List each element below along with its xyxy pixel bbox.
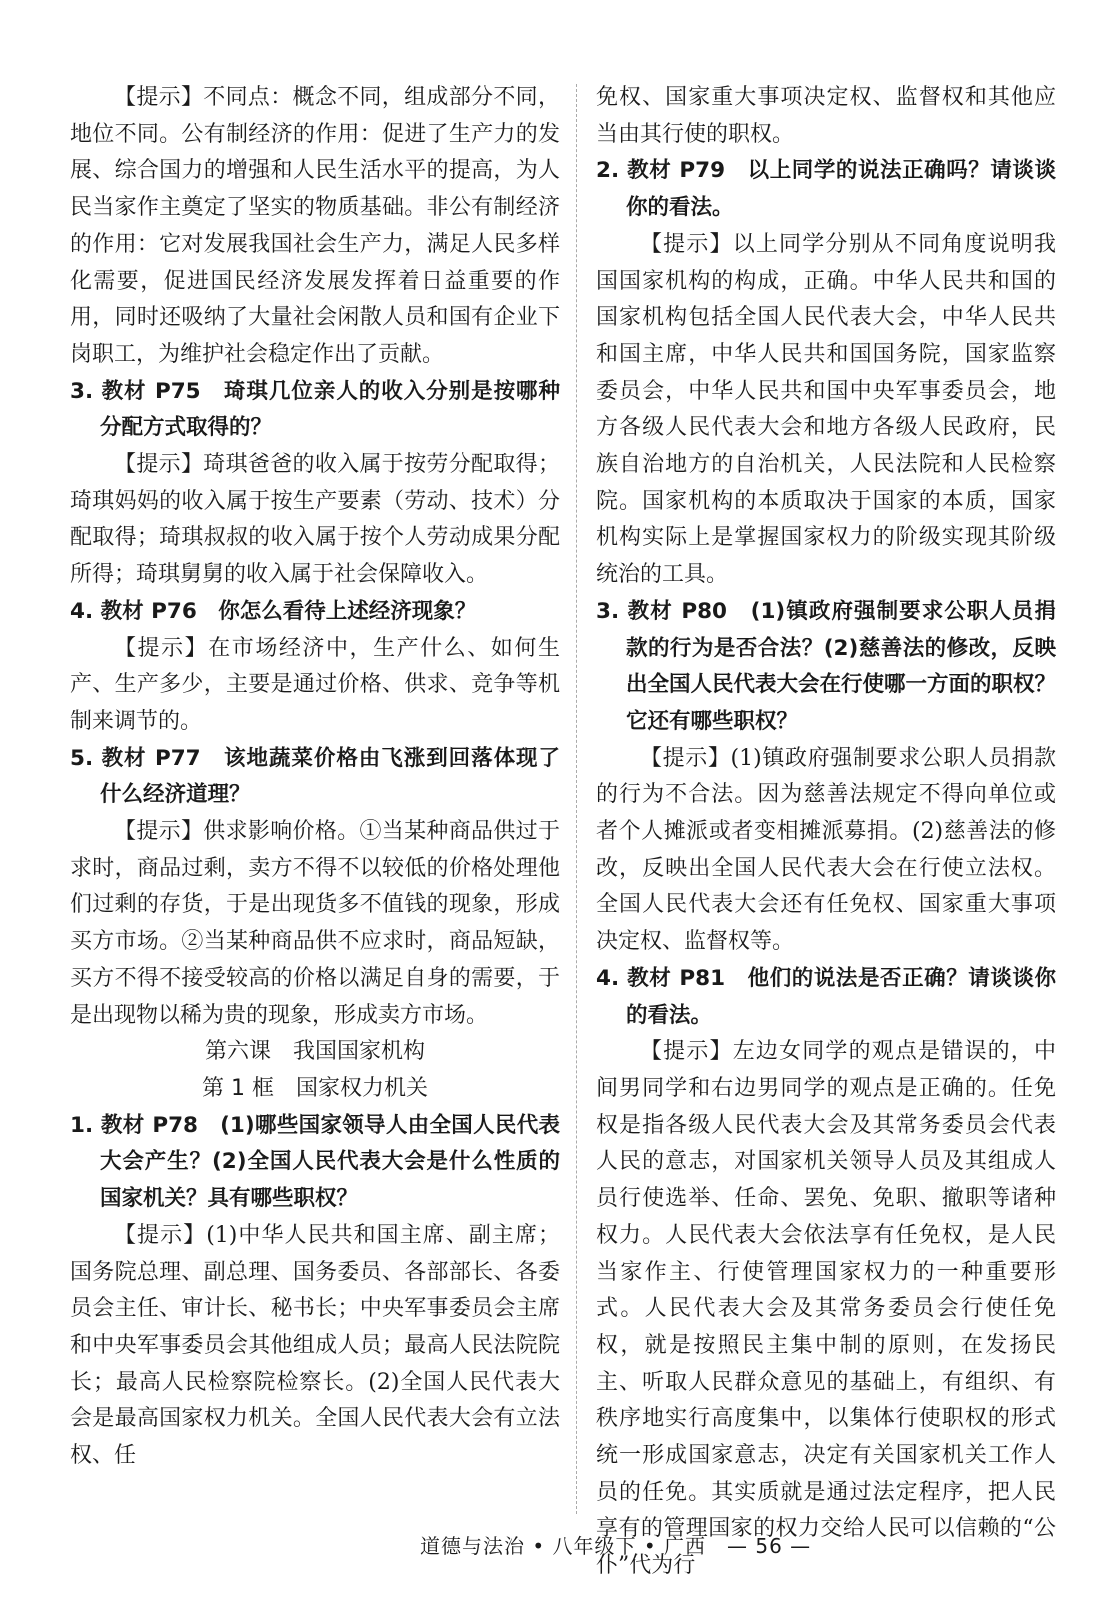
hint-text: 琦琪爸爸的收入属于按劳分配取得；琦琪妈妈的收入属于按生产要素（劳动、技术）分配取得；琦琪叔叔的收入属于按个人劳动成果分配所得；琦琪舅舅的收入属于社会保障收入。: [70, 452, 560, 588]
hint-paragraph: [70, 631, 560, 741]
question: 1. 教材 P78 (1)哪些国家领导人由全国人民代表大会产生？(2)全国人民代表大会是什么性质的国家机关？具有哪些职权？: [70, 1112, 560, 1212]
hint-paragraph: [596, 741, 1056, 961]
paragraph: 免权、国家重大事项决定权、监督权和其他应当由其行使的职权。: [596, 85, 1056, 147]
column-divider: [576, 84, 577, 1514]
hint-paragraph: [70, 1218, 560, 1475]
hint-tag: 【提示】: [114, 85, 204, 110]
hint-tag: 【提示】: [114, 1222, 207, 1248]
hint-text: 供求影响价格。①当某种商品供过于求时，商品过剩，卖方不得不以较低的价格处理他们过剩的存货，于是出现货多不值钱的现象，形成买方市场。②当某种商品供不应求时，商品短缺，买方不得不接受较高的价格以满足自身的需要，于是出现物以稀为贵的现象，形成卖方市场。: [70, 819, 560, 1028]
hint-paragraph: [596, 1034, 1056, 1585]
hint-tag: 【提示】: [114, 452, 204, 478]
hint-text: 以上同学分别从不同角度说明我国国家机构的构成，正确。中华人民共和国的国家机构包括全国人民代表大会，中华人民共和国主席，中华人民共和国国务院，国家监察委员会，中华人民共和国中央军事委员会，地方各级人民代表大会和地方各级人民政府，民族自治地方的自治机关，人民法院和人民检察院。国家机构的本质取决于国家的本质，国家机构实际上是掌握国家权力的阶级实现其阶级统治的工具。: [596, 231, 1056, 588]
question: 3. 教材 P75 琦琪几位亲人的收入分别是按哪种分配方式取得的？: [70, 378, 560, 441]
hint-text: (1)镇政府强制要求公职人员捐款的行为不合法。因为慈善法规定不得向单位或者个人摊派或者变相摊派募捐。(2)慈善法的修改，反映出全国人民代表大会在行使立法权。全国人民代表大会还有任免权、国家重大事项决定权、监督权等。: [596, 745, 1056, 955]
hint-tag: 【提示】: [114, 635, 209, 661]
hint-text: 在市场经济中，生产什么、如何生产、生产多少，主要是通过价格、供求、竞争等机制来调节的。: [70, 635, 560, 734]
hint-paragraph: [70, 447, 560, 594]
question: 4. 教材 P81 他们的说法是否正确？请谈谈你的看法。: [596, 965, 1056, 1028]
left-column: [70, 80, 560, 1475]
page-footer: 道德与法治 • 八年级下 • 广西 — 56 —: [420, 1534, 812, 1558]
question: 5. 教材 P77 该地蔬菜价格由飞涨到回落体现了什么经济道理？: [70, 745, 560, 808]
question: 4. 教材 P76 你怎么看待上述经济现象？: [70, 598, 477, 624]
question: 3. 教材 P80 (1)镇政府强制要求公职人员捐款的行为是否合法？(2)慈善法的修改，反映出全国人民代表大会在行使哪一方面的职权？它还有哪些职权？: [596, 598, 1057, 734]
hint-text: 不同点：概念不同，组成部分不同，地位不同。公有制经济的作用：促进了生产力的发展、综合国力的增强和人民生活水平的提高，为人民当家作主奠定了坚实的物质基础。非公有制经济的作用：它对发展我国社会生产力，满足人民多样化需要，促进国民经济发展发挥着日益重要的作用，同时还吸纳了大量社会闲散人员和国有企业下岗职工，为维护社会稳定作出了贡献。: [70, 85, 560, 367]
hint-paragraph: [596, 227, 1056, 594]
hint-tag: 【提示】: [640, 745, 731, 771]
question: 2. 教材 P79 以上同学的说法正确吗？请谈谈你的看法。: [596, 158, 1056, 221]
hint-tag: 【提示】: [640, 231, 733, 257]
section-heading: 第六课 我国国家机构: [204, 1039, 425, 1065]
hint-tag: 【提示】: [114, 819, 204, 845]
hint-text: 左边女同学的观点是错误的，中间男同学和右边男同学的观点是正确的。任免权是指各级人民代表大会及其常务委员会代表人民的意志，对国家机关领导人员及其组成人员行使选举、任命、罢免、免职、撤职等诸种权力。人民代表大会依法享有任免权，是人民当家作主、行使管理国家权力的一种重要形式。人民代表大会及其常务委员会行使任免权，就是按照民主集中制的原则，在发扬民主、听取人民群众意见的基础上，有组织、有秩序地实行高度集中，以集体行使职权的形式统一形成国家意志，决定有关国家机关工作人员的任免。其实质就是通过法定程序，把人民享有的管理国家的权力交给人民可以信赖的“公仆”代为行: [596, 1039, 1056, 1579]
right-column: [596, 80, 1056, 1585]
hint-tag: 【提示】: [640, 1039, 733, 1065]
hint-paragraph: [70, 80, 560, 374]
section-heading: 第 1 框 国家权力机关: [202, 1075, 428, 1101]
hint-text: (1)中华人民共和国主席、副主席；国务院总理、副总理、国务委员、各部部长、各委员会主任、审计长、秘书长；中央军事委员会主席和中央军事委员会其他组成人员；最高人民法院院长；最高人民检察院检察长。(2)全国人民代表大会是最高国家权力机关。全国人民代表大会有立法权、任: [70, 1222, 560, 1469]
hint-paragraph: [70, 814, 560, 1034]
